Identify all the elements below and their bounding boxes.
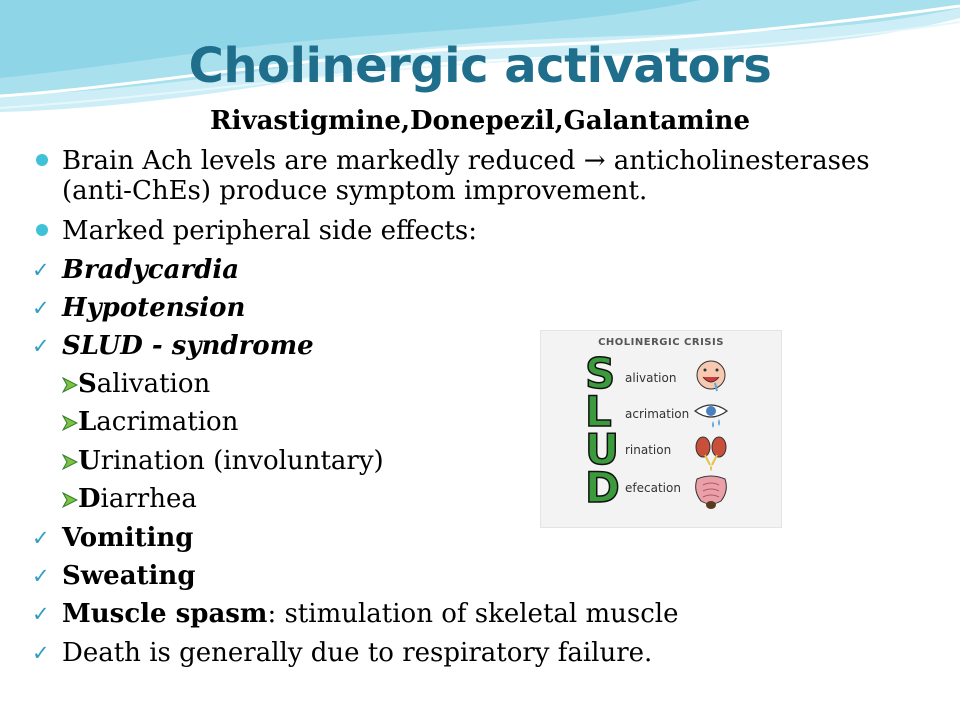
check-muscle-spasm xyxy=(62,599,678,630)
bullet-dot xyxy=(36,224,48,236)
check-hypotension: Hypotension xyxy=(62,293,246,323)
check-slud xyxy=(62,331,314,362)
slud-rest: acrimation xyxy=(96,407,239,437)
image-letter-s: S xyxy=(585,349,616,398)
arrow-bullet-icon xyxy=(62,376,78,394)
slide-subtitle: Rivastigmine,Donepezil,Galantamine xyxy=(209,106,751,136)
drooling-face-icon xyxy=(691,357,731,393)
intestine-icon xyxy=(691,471,731,511)
bullet-side-effects: Marked peripheral side effects: xyxy=(62,216,477,246)
check-bradycardia: Bradycardia xyxy=(62,255,240,285)
slide-title: Cholinergic activators xyxy=(188,38,772,94)
image-letter-u: U xyxy=(585,425,620,474)
slud-syndrome: syndrome xyxy=(171,331,314,361)
image-word-lacrimation: acrimation xyxy=(625,407,690,421)
image-word-defecation: efecation xyxy=(625,481,681,495)
slud-item-urination xyxy=(78,446,384,477)
check-icon: ✓ xyxy=(32,258,50,282)
bullet-brain-ach-line1: Brain Ach levels are markedly reduced → anticholinesterases xyxy=(62,146,870,176)
check-icon: ✓ xyxy=(32,564,50,588)
check-icon: ✓ xyxy=(32,526,50,550)
image-credit xyxy=(549,515,551,521)
muscle-spasm-detail: : stimulation of skeletal muscle xyxy=(267,599,679,629)
slud-label: SLUD - xyxy=(62,331,172,361)
slud-item-salivation xyxy=(78,369,210,400)
arrow-bullet-icon xyxy=(62,414,78,432)
slud-initial: D xyxy=(78,484,101,514)
check-sweating: Sweating xyxy=(62,561,196,591)
slud-item-diarrhea xyxy=(78,484,197,515)
bullet-brain-ach-line2: (anti-ChEs) produce symptom improvement. xyxy=(62,176,648,206)
muscle-spasm-label: Muscle spasm xyxy=(62,599,268,629)
slud-initial: U xyxy=(78,446,101,476)
check-death: Death is generally due to respiratory failure. xyxy=(62,638,653,668)
slud-rest: rination (involuntary) xyxy=(100,446,384,476)
image-letter-l: L xyxy=(585,387,612,436)
slud-initial: S xyxy=(78,369,97,399)
image-title: CHOLINERGIC CRISIS xyxy=(598,337,724,348)
cholinergic-crisis-image xyxy=(540,330,782,528)
check-vomiting: Vomiting xyxy=(62,523,194,553)
check-icon: ✓ xyxy=(32,334,50,358)
crying-eye-icon xyxy=(691,397,731,433)
image-word-salivation: alivation xyxy=(625,371,677,385)
check-icon: ✓ xyxy=(32,641,50,665)
slud-rest: iarrhea xyxy=(100,484,197,514)
arrow-bullet-icon xyxy=(62,491,78,509)
kidney-icon xyxy=(691,435,731,471)
slud-rest: alivation xyxy=(96,369,211,399)
image-letter-d: D xyxy=(585,463,620,512)
check-icon: ✓ xyxy=(32,602,50,626)
arrow-bullet-icon xyxy=(62,453,78,471)
check-icon: ✓ xyxy=(32,296,50,320)
image-word-urination: rination xyxy=(625,443,672,457)
slud-item-lacrimation xyxy=(78,407,238,438)
slud-initial: L xyxy=(78,407,97,437)
bullet-dot xyxy=(36,154,48,166)
